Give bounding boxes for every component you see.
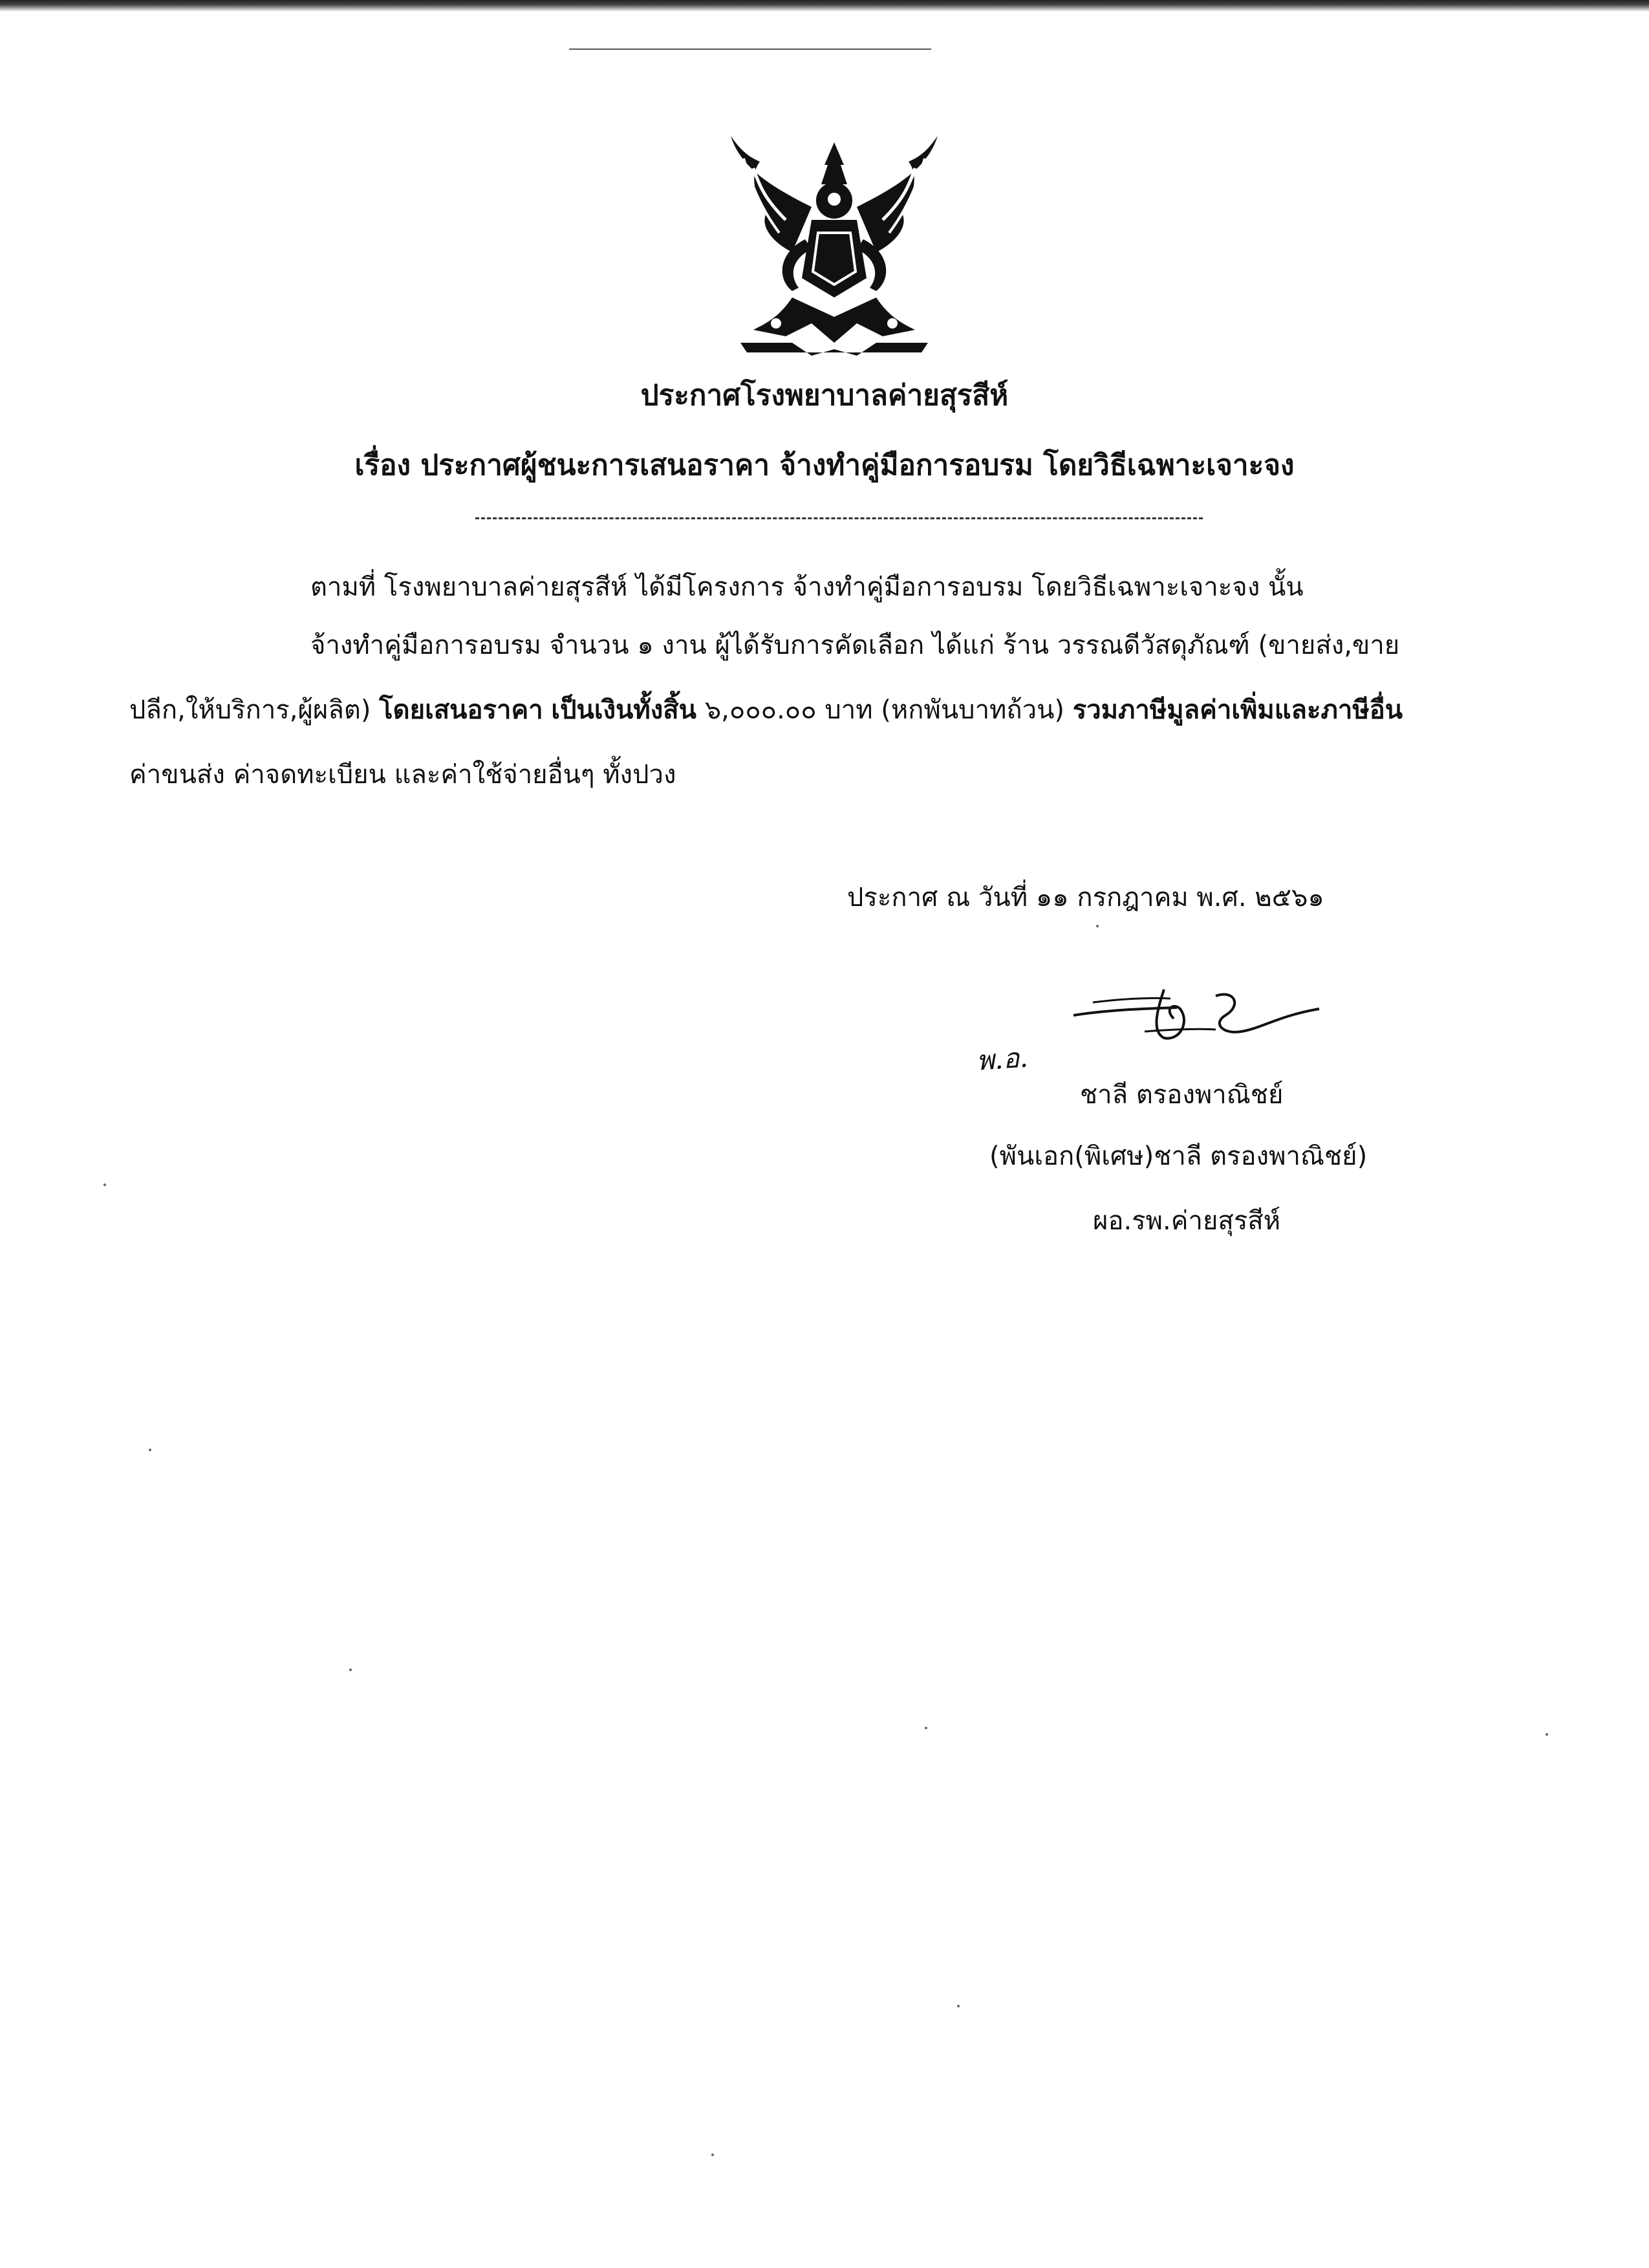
handwritten-signature-icon [1067, 970, 1326, 1054]
scan-speck [1546, 1733, 1548, 1736]
scan-speck [711, 2154, 714, 2156]
scan-speck [349, 1669, 352, 1671]
garuda-emblem-icon [715, 129, 954, 375]
body-line-1: ตามที่ โรงพยาบาลค่ายสุรสีห์ ได้มีโครงการ จ้างทำคู่มือการอบรม โดยวิธีเฉพาะเจาะจง นั้น [310, 572, 1304, 602]
body-line-2: จ้างทำคู่มือการอบรม จำนวน ๑ งาน ผู้ได้รับการคัดเลือก ได้แก่ ร้าน วรรณดีวัสดุภัณฑ์ (ขายส่ง,ขาย [310, 631, 1400, 660]
body-line-3 [129, 692, 1403, 728]
body-line-3-part-e: ๖,๐๐๐.๐๐ บาท (หกพันบาทถ้วน) [696, 695, 1073, 725]
body-line-3-part-f: รวมภาษีมูลค่าเพิ่มและภาษีอื่น [1072, 695, 1403, 725]
body-line-3-part-b: โดยเสนอราคา [379, 695, 543, 725]
signer-position: ผอ.รพ.ค่ายสุรสีห์ [1093, 1206, 1281, 1236]
document-title: ประกาศโรงพยาบาลค่ายสุรสีห์ [640, 379, 1009, 412]
scan-speck [149, 1449, 151, 1451]
announcement-date: ประกาศ ณ วันที่ ๑๑ กรกฎาคม พ.ศ. ๒๕๖๑ [847, 883, 1324, 913]
scan-speck [957, 2005, 960, 2007]
signature-rank-prefix: พ.อ. [975, 1041, 1029, 1077]
document-subject: เรื่อง ประกาศผู้ชนะการเสนอราคา จ้างทำคู่มือการอบรม โดยวิธีเฉพาะเจาะจง [354, 449, 1295, 482]
scan-speck [1096, 925, 1099, 927]
scan-top-edge [0, 0, 1649, 12]
signer-name: ชาลี ตรองพาณิชย์ [1080, 1080, 1284, 1110]
scan-artifact-line [569, 49, 931, 50]
body-line-3-part-d: เป็นเงินทั้งสิ้น [551, 695, 697, 725]
body-line-3-part-c [543, 695, 552, 725]
body-line-4: ค่าขนส่ง ค่าจดทะเบียน และค่าใช้จ่ายอื่นๆ ทั้งปวง [129, 760, 676, 790]
signer-full-name: (พันเอก(พิเศษ)ชาลี ตรองพาณิชย์) [989, 1141, 1368, 1171]
body-line-3-part-a: ปลีก,ให้บริการ,ผู้ผลิต) [129, 695, 380, 725]
scan-speck [103, 1183, 106, 1186]
scan-speck [925, 1727, 927, 1729]
title-separator [475, 517, 1203, 519]
